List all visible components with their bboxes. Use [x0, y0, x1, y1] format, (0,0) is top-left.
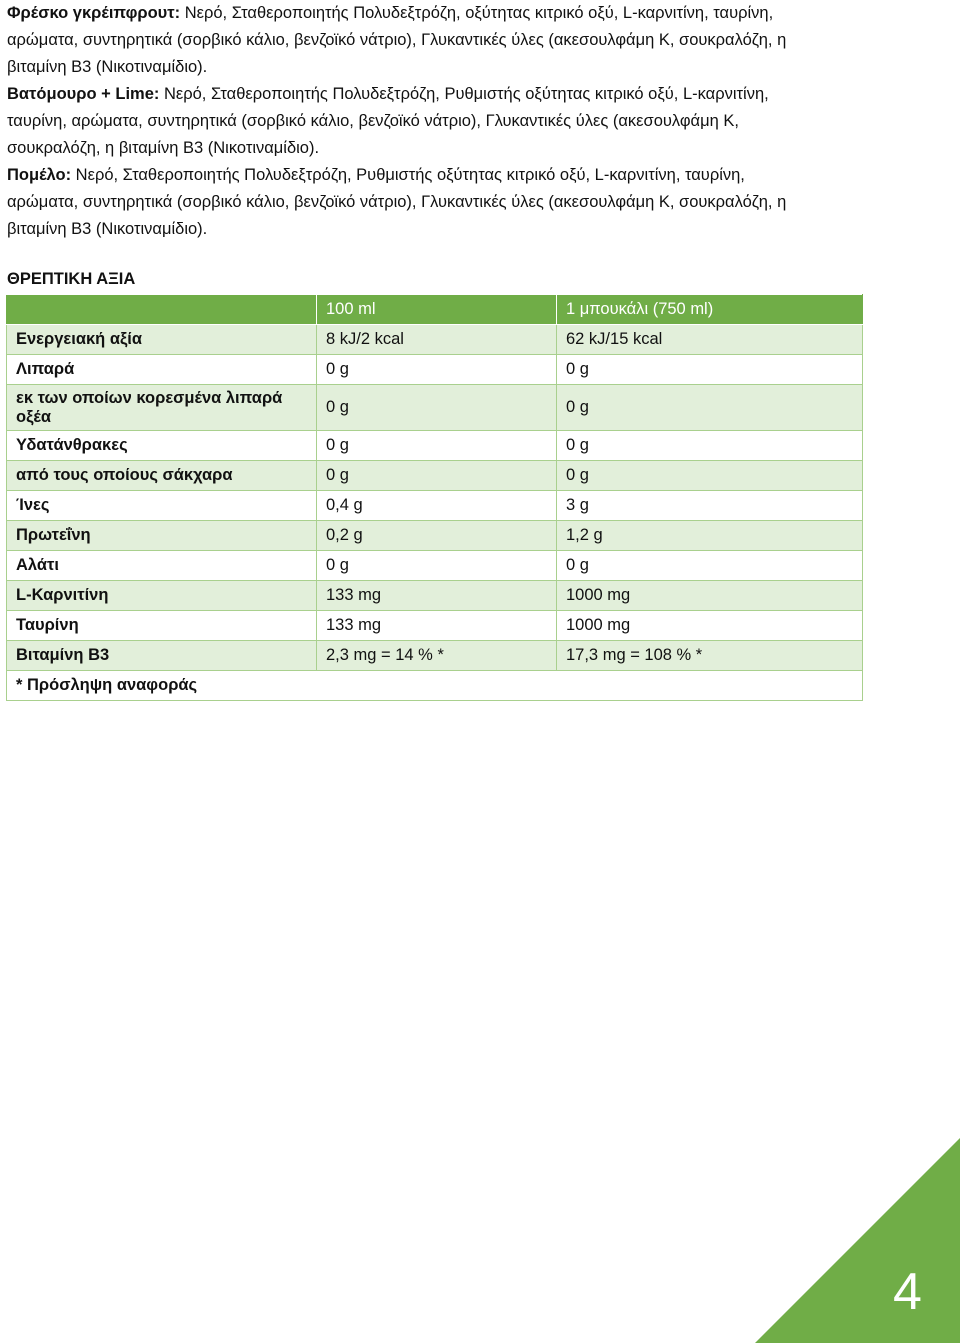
- table-row: [7, 355, 863, 385]
- ingredient-text: Νερό, Σταθεροποιητής Πολυδεξτρόζη, Ρυθμιστής οξύτητας κιτρικό οξύ, L-καρνιτίνη,: [159, 85, 769, 103]
- corner-triangle-decoration: [755, 1138, 960, 1343]
- nutrient-label: Βιταμίνη B3: [7, 641, 317, 671]
- table-row: [7, 551, 863, 581]
- nutrient-label: Ταυρίνη: [7, 611, 317, 641]
- nutrient-value-bottle: 0 g: [557, 385, 863, 431]
- nutrient-value-bottle: 0 g: [557, 431, 863, 461]
- nutrient-value-100ml: 0 g: [317, 431, 557, 461]
- footnote: * Πρόσληψη αναφοράς: [7, 671, 863, 701]
- nutrient-value-100ml: 133 mg: [317, 581, 557, 611]
- ingredient-text: ταυρίνη, αρώματα, συντηρητικά (σορβικό κάλιο, βενζοϊκό νάτριο), Γλυκαντικές ύλες (ακεσουλφάμη Κ,: [7, 112, 739, 130]
- ingredient-text: σουκραλόζη, η βιταμίνη Β3 (Νικοτιναμίδιο).: [7, 139, 320, 157]
- ingredient-text: Νερό, Σταθεροποιητής Πολυδεξτρόζη, οξύτητας κιτρικό οξύ, L-καρνιτίνη, ταυρίνη,: [180, 4, 774, 22]
- nutrient-value-100ml: 0 g: [317, 385, 557, 431]
- table-row: [7, 611, 863, 641]
- table-row: [7, 581, 863, 611]
- nutrient-label: Πρωτεΐνη: [7, 521, 317, 551]
- ingredients-section: [7, 0, 947, 243]
- nutrient-value-100ml: 0,2 g: [317, 521, 557, 551]
- nutrient-value-100ml: 0 g: [317, 551, 557, 581]
- nutrient-label: Αλάτι: [7, 551, 317, 581]
- table-row: [7, 385, 863, 431]
- nutrient-label: Λιπαρά: [7, 355, 317, 385]
- table-row: [7, 431, 863, 461]
- nutrient-value-bottle: 0 g: [557, 551, 863, 581]
- nutrient-label: από τους οποίους σάκχαρα: [7, 461, 317, 491]
- nutrient-label: Ίνες: [7, 491, 317, 521]
- nutrient-value-bottle: 3 g: [557, 491, 863, 521]
- table-row: [7, 461, 863, 491]
- nutrient-value-bottle: 0 g: [557, 355, 863, 385]
- table-row: [7, 521, 863, 551]
- table-row: [7, 325, 863, 355]
- ingredient-text: βιταμίνη Β3 (Νικοτιναμίδιο).: [7, 58, 208, 76]
- flavor-name: Πομέλο:: [7, 166, 72, 184]
- nutrient-value-bottle: 1,2 g: [557, 521, 863, 551]
- nutrient-label: Ενεργειακή αξία: [7, 325, 317, 355]
- nutrient-value-100ml: 0 g: [317, 461, 557, 491]
- ingredient-text: βιταμίνη Β3 (Νικοτιναμίδιο).: [7, 220, 208, 238]
- column-header-100ml: 100 ml: [317, 295, 557, 325]
- nutrient-label: εκ των οποίων κορεσμένα λιπαρά οξέα: [7, 385, 317, 431]
- flavor-name: Βατόμουρο + Lime:: [7, 85, 160, 103]
- nutrient-value-100ml: 0 g: [317, 355, 557, 385]
- table-header-row: [7, 295, 863, 325]
- nutrient-value-100ml: 8 kJ/2 kcal: [317, 325, 557, 355]
- ingredient-paragraph-grapefruit: [7, 0, 947, 81]
- nutrient-value-100ml: 0,4 g: [317, 491, 557, 521]
- nutrient-value-bottle: 1000 mg: [557, 581, 863, 611]
- nutrient-label: L-Καρνιτίνη: [7, 581, 317, 611]
- nutrient-value-bottle: 1000 mg: [557, 611, 863, 641]
- column-header-bottle: 1 μπουκάλι (750 ml): [557, 295, 863, 325]
- nutrient-label: Υδατάνθρακες: [7, 431, 317, 461]
- nutrient-value-100ml: 2,3 mg = 14 % *: [317, 641, 557, 671]
- nutrition-heading: ΘΡΕΠΤΙΚΗ ΑΞΙΑ: [7, 270, 136, 288]
- page-number: 4: [893, 1263, 922, 1321]
- nutrient-value-bottle: 17,3 mg = 108 % *: [557, 641, 863, 671]
- nutrient-value-bottle: 0 g: [557, 461, 863, 491]
- ingredient-paragraph-raspberry-lime: [7, 81, 947, 162]
- flavor-name: Φρέσκο γκρέιπφρουτ:: [7, 4, 181, 22]
- ingredient-text: αρώματα, συντηρητικά (σορβικό κάλιο, βενζοϊκό νάτριο), Γλυκαντικές ύλες (ακεσουλφάμη Κ, σουκραλόζη, η: [7, 31, 787, 49]
- column-header-empty: [7, 295, 317, 325]
- ingredient-text: αρώματα, συντηρητικά (σορβικό κάλιο, βενζοϊκό νάτριο), Γλυκαντικές ύλες (ακεσουλφάμη Κ, σουκραλόζη, η: [7, 193, 787, 211]
- ingredient-paragraph-pomelo: [7, 162, 947, 243]
- table-footnote-row: [7, 671, 863, 701]
- table-row: [7, 491, 863, 521]
- nutrient-value-100ml: 133 mg: [317, 611, 557, 641]
- nutrition-table: [6, 294, 863, 701]
- table-row: [7, 641, 863, 671]
- nutrient-value-bottle: 62 kJ/15 kcal: [557, 325, 863, 355]
- ingredient-text: Νερό, Σταθεροποιητής Πολυδεξτρόζη, Ρυθμιστής οξύτητας κιτρικό οξύ, L-καρνιτίνη, ταυρίνη,: [71, 166, 745, 184]
